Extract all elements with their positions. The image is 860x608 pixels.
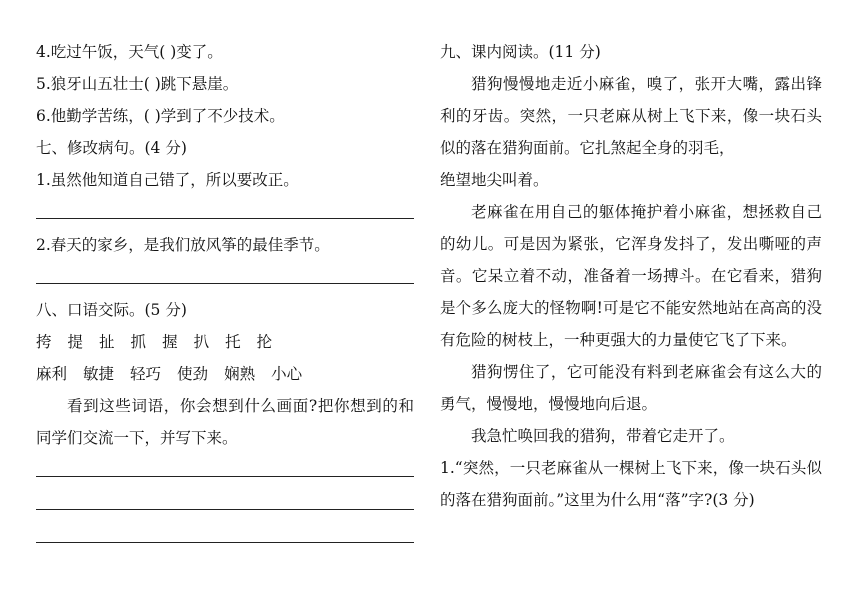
left-column	[36, 36, 414, 553]
fill-item-5: 5.狼牙山五壮士( )跳下悬崖。	[36, 75, 239, 93]
char-item: 抓	[130, 333, 147, 351]
answer-line-8-1[interactable]	[36, 454, 414, 477]
answer-line-7-2[interactable]	[36, 261, 414, 284]
fill-item-4: 4.吃过午饭，天气( )变了。	[36, 43, 223, 61]
word-item: 娴熟	[224, 365, 256, 383]
word-item: 轻巧	[130, 365, 162, 383]
reading-paragraph-2: 老麻雀在用自己的躯体掩护着小麻雀，想拯救自己的幼儿。可是因为紧张，它浑身发抖了，发出嘶哑的声音。它呆立着不动，准备着一场搏斗。在它看来，猎狗是个多么庞大的怪物啊!可是它不能安然地站在高高的没有危险的树枝上，一种更强大的力量使它飞了下来。	[440, 203, 822, 349]
char-item: 挎	[36, 333, 52, 351]
section-7-item-1: 1.虽然他知道自己错了，所以要改正。	[36, 171, 299, 189]
word-item: 麻利	[36, 365, 68, 383]
section-7-title: 七、修改病句。(4 分)	[36, 139, 187, 157]
char-item: 抡	[256, 333, 273, 351]
reading-paragraph-3: 猎狗愣住了，它可能没有料到老麻雀会有这么大的勇气，慢慢地，慢慢地向后退。	[440, 363, 822, 413]
char-item: 扒	[193, 333, 210, 351]
char-item: 扯	[99, 333, 115, 351]
char-list	[36, 326, 414, 358]
word-item: 小心	[271, 365, 303, 383]
section-8-prompt: 看到这些词语，你会想到什么画面?把你想到的和同学们交流一下，并写下来。	[36, 397, 414, 447]
reading-paragraph-4: 我急忙唤回我的猎狗，带着它走开了。	[471, 427, 735, 445]
answer-line-8-2[interactable]	[36, 487, 414, 510]
reading-paragraph-1-end: 绝望地尖叫着。	[440, 171, 549, 189]
question-1: 1.“突然，一只老麻雀从一棵树上飞下来，像一块石头似的落在猎狗面前。”这里为什么用“落”字?(3 分)	[440, 459, 822, 509]
word-item: 使劲	[177, 365, 209, 383]
char-item: 提	[67, 333, 84, 351]
char-item: 握	[162, 333, 178, 351]
section-7-item-2: 2.春天的家乡，是我们放风筝的最佳季节。	[36, 236, 330, 254]
word-list	[36, 358, 414, 390]
answer-line-8-3[interactable]	[36, 520, 414, 543]
answer-line-7-1[interactable]	[36, 196, 414, 219]
section-8-title: 八、口语交际。(5 分)	[36, 301, 187, 319]
section-9-title: 九、课内阅读。(11 分)	[440, 43, 601, 61]
word-item: 敏捷	[83, 365, 115, 383]
fill-item-6: 6.他勤学苦练，( )学到了不少技术。	[36, 107, 285, 125]
reading-paragraph-1: 猎狗慢慢地走近小麻雀，嗅了，张开大嘴，露出锋利的牙齿。突然，一只老麻从树上飞下来，像一块石头似的落在猎狗面前。它扎煞起全身的羽毛，	[440, 75, 822, 157]
right-column	[440, 36, 822, 516]
char-item: 托	[225, 333, 241, 351]
